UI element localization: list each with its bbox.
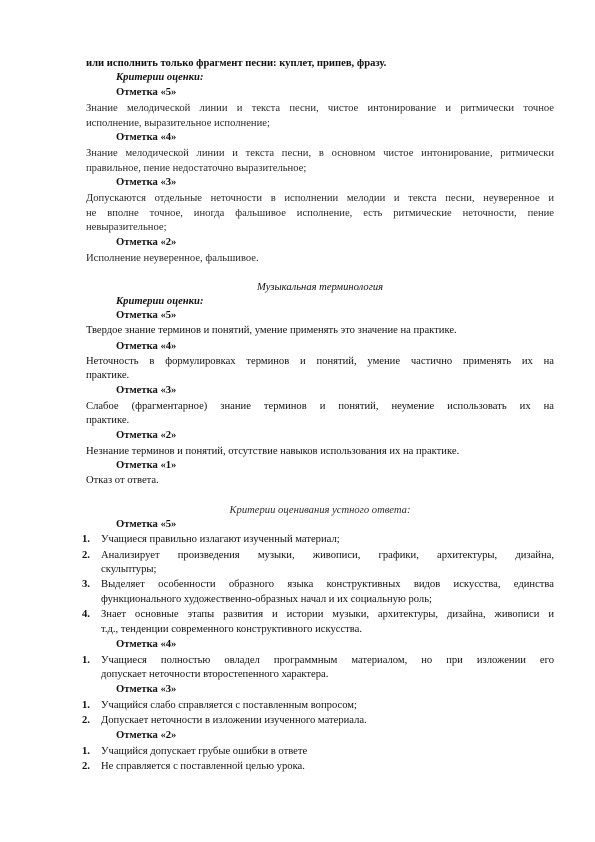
grade-5-label: Отметка «5» — [116, 87, 177, 98]
grade-2-text: Незнание терминов и понятий, отсутствие навыков использования их на практике. — [86, 446, 460, 457]
grade-4-label: Отметка «4» — [116, 639, 177, 650]
grade-4-text: Неточность в формулировках терминов и понятий, умение частично применять их на — [86, 356, 554, 367]
list-item: функционального художественно-образных начал и их социальную роль; — [101, 594, 432, 605]
grade-5-label: Отметка «5» — [116, 310, 177, 321]
grade-5-text: исполнение, выразительное исполнение; — [86, 118, 270, 129]
grade-5-label: Отметка «5» — [116, 519, 177, 530]
grade-4-label: Отметка «4» — [116, 132, 177, 143]
grade-4-label: Отметка «4» — [116, 341, 177, 352]
list-number: 1. — [82, 534, 90, 545]
grade-2-label: Отметка «2» — [116, 730, 177, 741]
list-number: 1. — [82, 655, 90, 666]
list-item: Учащийся слабо справляется с поставленным вопросом; — [101, 700, 357, 711]
grade-4-text: практике. — [86, 370, 130, 381]
list-item: Учащиеся правильно излагают изученный материал; — [101, 534, 340, 545]
list-item: скульптуры; — [101, 564, 157, 575]
list-number: 4. — [82, 609, 90, 620]
intro-line: или исполнить только фрагмент песни: куплет, припев, фразу. — [86, 58, 387, 69]
grade-2-label: Отметка «2» — [116, 430, 177, 441]
list-item: Учащиеся полностью овладел программным материалом, но при изложении его — [101, 655, 554, 666]
list-item: допускает неточности второстепенного характера. — [101, 669, 329, 680]
grade-1-text: Отказ от ответа. — [86, 475, 159, 486]
grade-2-text: Исполнение неуверенное, фальшивое. — [86, 253, 259, 264]
list-item: Выделяет особенности образного языка конструктивных видов искусства, единства — [101, 579, 554, 590]
list-number: 2. — [82, 715, 90, 726]
list-item: Учащийся допускает грубые ошибки в ответе — [101, 746, 308, 757]
grade-3-text: практике. — [86, 415, 130, 426]
grade-4-text: Знание мелодической линии и текста песни, в основном чистое интонирование, ритмически — [86, 148, 554, 159]
grade-3-label: Отметка «3» — [116, 177, 177, 188]
grade-3-text: не вполне точное, иногда фальшивое исполнение, есть ритмические неточности, пение — [86, 208, 554, 219]
list-number: 1. — [82, 746, 90, 757]
list-number: 2. — [82, 761, 90, 772]
list-item: т.д., тенденции современного конструктивного искусства. — [101, 624, 363, 635]
grade-1-label: Отметка «1» — [116, 460, 177, 471]
list-number: 3. — [82, 579, 90, 590]
grade-4-text: правильное, пение недостаточно выразительное; — [86, 163, 307, 174]
grade-3-text: Допускаются отдельные неточности в исполнении мелодии и текста песни, неуверенное и — [86, 193, 554, 204]
criteria-label: Критерии оценки: — [116, 296, 204, 307]
grade-3-label: Отметка «3» — [116, 684, 177, 695]
criteria-label: Критерии оценки: — [116, 72, 204, 83]
grade-2-label: Отметка «2» — [116, 237, 177, 248]
list-item: Не справляется с поставленной целью урока. — [101, 761, 305, 772]
list-item: Допускает неточности в изложении изученного материала. — [101, 715, 367, 726]
list-number: 2. — [82, 550, 90, 561]
grade-3-text: невыразительное; — [86, 222, 167, 233]
grade-3-label: Отметка «3» — [116, 385, 177, 396]
section-title-terminology: Музыкальная терминология — [256, 282, 384, 293]
list-item: Знает основные этапы развития и истории музыки, архитектуры, дизайна, живописи и — [101, 609, 554, 620]
list-item: Анализирует произведения музыки, живописи, графики, архитектуры, дизайна, — [101, 550, 554, 561]
grade-3-text: Слабое (фрагментарное) знание терминов и понятий, неумение использовать их на — [86, 401, 554, 412]
grade-5-text: Знание мелодической линии и текста песни, чистое интонирование и ритмически точное — [86, 103, 554, 114]
list-number: 1. — [82, 700, 90, 711]
section-title-oral-answer: Критерии оценивания устного ответа: — [229, 505, 411, 516]
grade-5-text: Твердое знание терминов и понятий, умение применять это значение на практике. — [86, 325, 457, 336]
